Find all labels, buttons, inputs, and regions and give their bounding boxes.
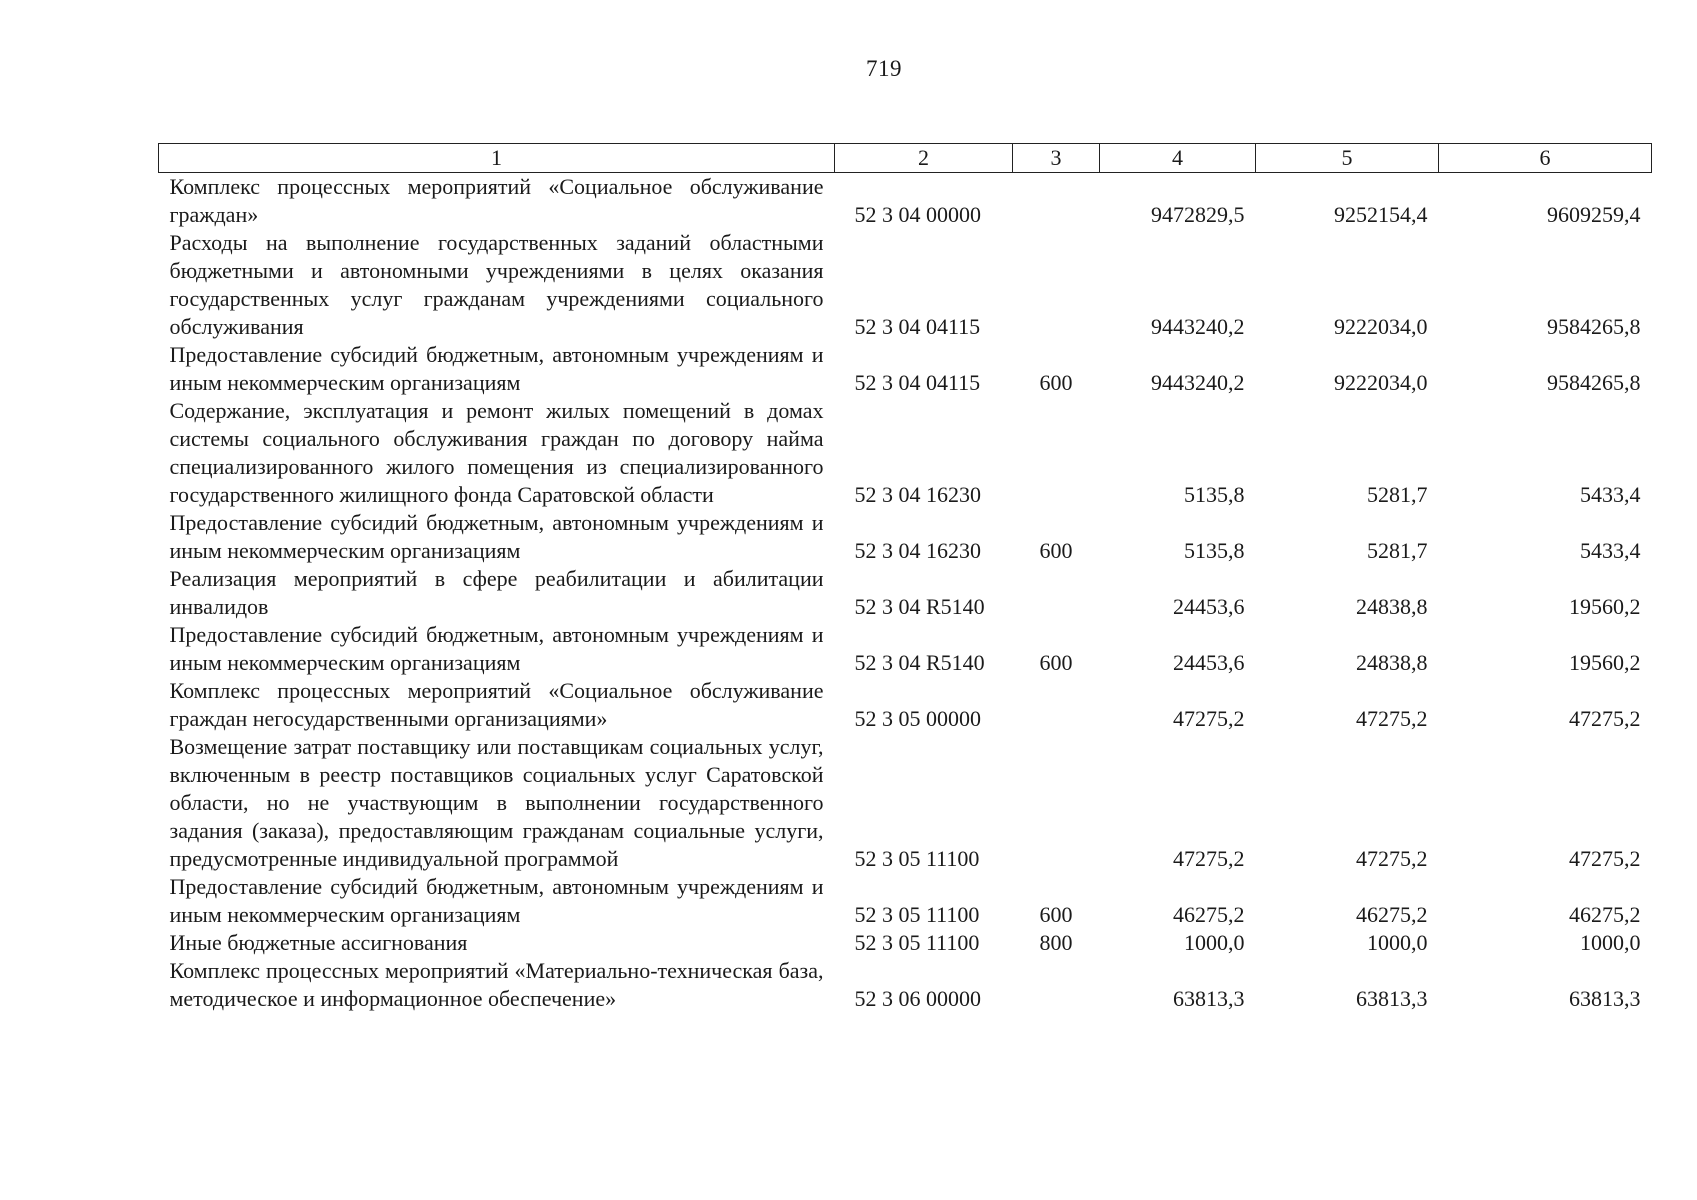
row-value-4: 24453,6 (1173, 650, 1245, 675)
table-row (159, 677, 1652, 733)
row-name: Предоставление субсидий бюджетным, автономным учреждениям и иным некоммерческим организациям (169, 622, 824, 675)
row-value-4: 47275,2 (1173, 706, 1245, 731)
header-col-1: 1 (159, 144, 835, 173)
row-value-6: 9584265,8 (1547, 314, 1641, 339)
table-row (159, 397, 1652, 509)
row-kind: 600 (1039, 650, 1073, 675)
row-value-4: 47275,2 (1173, 846, 1245, 871)
row-value-5: 5281,7 (1367, 538, 1428, 563)
row-name: Комплекс процессных мероприятий «Социальное обслуживание граждан негосударственными организациями» (169, 678, 824, 731)
row-name: Расходы на выполнение государственных заданий областными бюджетными и автономными учреждениями в целях оказания государственных услуг гражданам учреждениями социального обслуживания (169, 230, 824, 339)
table-row (159, 565, 1652, 621)
row-code: 52 3 06 00000 (854, 986, 981, 1011)
row-value-4: 5135,8 (1184, 538, 1245, 563)
row-value-5: 63813,3 (1356, 986, 1428, 1011)
row-name: Иные бюджетные ассигнования (169, 930, 468, 955)
row-code: 52 3 04 00000 (854, 202, 981, 227)
table-row (159, 173, 1652, 230)
row-value-5: 9222034,0 (1334, 370, 1428, 395)
row-value-4: 5135,8 (1184, 482, 1245, 507)
row-value-5: 47275,2 (1356, 846, 1428, 871)
row-value-4: 9443240,2 (1151, 370, 1245, 395)
budget-table (158, 143, 1652, 1013)
row-value-6: 5433,4 (1580, 538, 1641, 563)
table-header (159, 144, 1652, 173)
table-row (159, 873, 1652, 929)
row-name: Предоставление субсидий бюджетным, автономным учреждениям и иным некоммерческим организациям (169, 510, 824, 563)
row-value-6: 46275,2 (1569, 902, 1641, 927)
row-code: 52 3 04 04115 (854, 370, 981, 395)
header-col-5: 5 (1256, 144, 1439, 173)
row-value-4: 63813,3 (1173, 986, 1245, 1011)
row-value-5: 24838,8 (1356, 650, 1428, 675)
row-name: Предоставление субсидий бюджетным, автономным учреждениям и иным некоммерческим организациям (169, 874, 824, 927)
row-name: Содержание, эксплуатация и ремонт жилых помещений в домах системы социального обслуживания граждан по договору найма специализированного жилого помещения из специализированного государственного жилищного фонда Саратовской области (169, 398, 824, 507)
row-code: 52 3 04 16230 (854, 538, 981, 563)
table-row (159, 929, 1652, 957)
row-value-4: 9472829,5 (1151, 202, 1245, 227)
header-col-3: 3 (1013, 144, 1100, 173)
row-kind: 600 (1039, 370, 1073, 395)
row-name: Предоставление субсидий бюджетным, автономным учреждениям и иным некоммерческим организациям (169, 342, 824, 395)
page-number: 719 (866, 56, 902, 81)
row-name: Комплекс процессных мероприятий «Социальное обслуживание граждан» (169, 174, 824, 227)
row-kind (1013, 733, 1100, 873)
row-kind: 800 (1039, 930, 1073, 955)
row-value-6: 9584265,8 (1547, 370, 1641, 395)
row-code: 52 3 05 11100 (854, 930, 980, 955)
row-kind (1013, 565, 1100, 621)
row-code: 52 3 04 R5140 (854, 594, 985, 619)
row-value-5: 5281,7 (1367, 482, 1428, 507)
row-kind (1013, 229, 1100, 341)
row-value-6: 1000,0 (1580, 930, 1641, 955)
row-name: Реализация мероприятий в сфере реабилитации и абилитации инвалидов (169, 566, 824, 619)
row-code: 52 3 05 11100 (854, 846, 980, 871)
row-value-6: 47275,2 (1569, 846, 1641, 871)
row-value-6: 19560,2 (1569, 594, 1641, 619)
row-value-5: 24838,8 (1356, 594, 1428, 619)
header-col-6: 6 (1439, 144, 1652, 173)
table-body (159, 173, 1652, 1014)
row-value-5: 47275,2 (1356, 706, 1428, 731)
table-row (159, 341, 1652, 397)
table-row (159, 733, 1652, 873)
row-kind (1013, 957, 1100, 1013)
table-row (159, 229, 1652, 341)
row-value-6: 47275,2 (1569, 706, 1641, 731)
row-value-5: 9252154,4 (1334, 202, 1428, 227)
header-col-4: 4 (1100, 144, 1256, 173)
table-row (159, 509, 1652, 565)
row-code: 52 3 05 00000 (854, 706, 981, 731)
row-name: Возмещение затрат поставщику или поставщикам социальных услуг, включенным в реестр поставщиков социальных услуг Саратовской области, но не участвующим в выполнении государственного задания (заказа), предоставляющим гражданам социальные услуги, предусмотренные индивидуальной программой (169, 734, 824, 871)
table-row (159, 621, 1652, 677)
header-col-2: 2 (835, 144, 1013, 173)
row-value-5: 46275,2 (1356, 902, 1428, 927)
row-value-6: 63813,3 (1569, 986, 1641, 1011)
header-row (159, 144, 1652, 173)
row-value-4: 24453,6 (1173, 594, 1245, 619)
row-value-5: 9222034,0 (1334, 314, 1428, 339)
row-code: 52 3 04 16230 (854, 482, 981, 507)
row-code: 52 3 04 04115 (854, 314, 981, 339)
row-value-4: 46275,2 (1173, 902, 1245, 927)
row-name: Комплекс процессных мероприятий «Материально-техническая база, методическое и информационное обеспечение» (169, 958, 824, 1011)
row-code: 52 3 04 R5140 (854, 650, 985, 675)
row-value-5: 1000,0 (1367, 930, 1428, 955)
row-value-4: 1000,0 (1184, 930, 1245, 955)
row-kind (1013, 397, 1100, 509)
row-code: 52 3 05 11100 (854, 902, 980, 927)
row-kind (1013, 173, 1100, 230)
row-kind: 600 (1039, 538, 1073, 563)
row-value-6: 5433,4 (1580, 482, 1641, 507)
table-row (159, 957, 1652, 1013)
row-value-4: 9443240,2 (1151, 314, 1245, 339)
row-kind: 600 (1039, 902, 1073, 927)
row-value-6: 19560,2 (1569, 650, 1641, 675)
row-value-6: 9609259,4 (1547, 202, 1641, 227)
row-kind (1013, 677, 1100, 733)
